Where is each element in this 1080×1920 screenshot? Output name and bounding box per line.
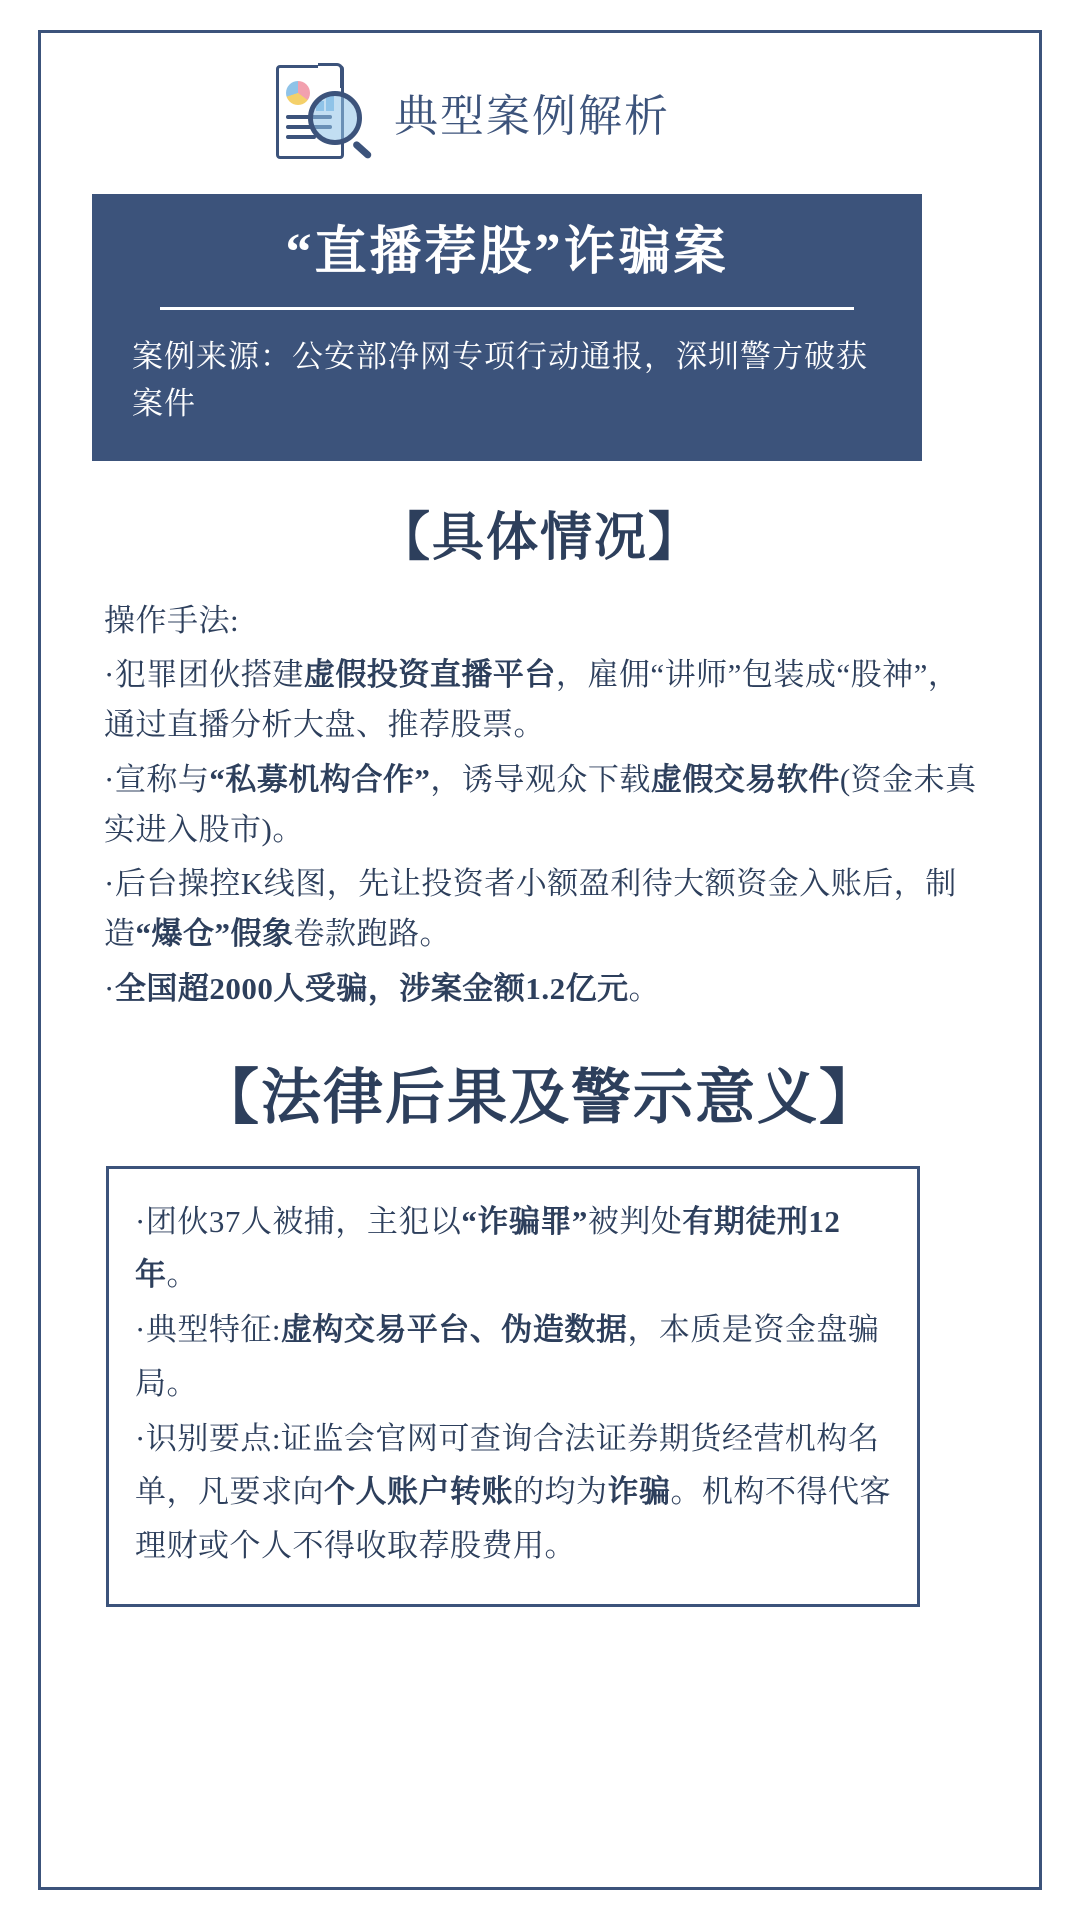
- page-title: 典型案例解析: [394, 92, 670, 141]
- document-search-icon: [262, 57, 372, 167]
- situation-item: ·全国超2000人受骗，涉案金额1.2亿元。: [104, 970, 661, 1006]
- poster-content: [92, 52, 988, 1607]
- situation-lead: 操作手法:: [104, 603, 240, 638]
- case-source: 案例来源：公安部净网专项行动通报，深圳警方破获案件: [132, 339, 868, 421]
- legal-item: ·典型特征:虚构交易平台、伪造数据，本质是资金盘骗局。: [135, 1312, 880, 1401]
- situation-item: ·宣称与“私募机构合作”，诱导观众下载虚假交易软件(资金未真实进入股市)。: [104, 761, 977, 847]
- situation-item: ·后台操控K线图，先让投资者小额盈利待大额资金入账后，制造“爆仓”假象卷款跑路。: [104, 866, 957, 952]
- banner-divider: [160, 307, 854, 310]
- situation-body: [104, 596, 984, 1014]
- legal-item: ·识别要点:证监会官网可查询合法证券期货经营机构名单，凡要求向个人账户转账的均为诈骗。机构不得代客理财或个人不得收取荐股费用。: [135, 1421, 891, 1563]
- section-heading-situation: 【具体情况】: [377, 510, 702, 567]
- case-banner: [92, 194, 922, 461]
- legal-outcome-box: [106, 1166, 920, 1607]
- header: [92, 52, 988, 172]
- case-title: “直播荐股”诈骗案: [285, 224, 729, 281]
- section-heading-legal: 【法律后果及警示意义】: [199, 1064, 881, 1131]
- situation-item: ·犯罪团伙搭建虚假投资直播平台，雇佣“讲师”包装成“股神”，通过直播分析大盘、推荐股票。: [104, 657, 960, 743]
- legal-item: ·团伙37人被捕，主犯以“诈骗罪”被判处有期徒刑12年。: [135, 1203, 841, 1293]
